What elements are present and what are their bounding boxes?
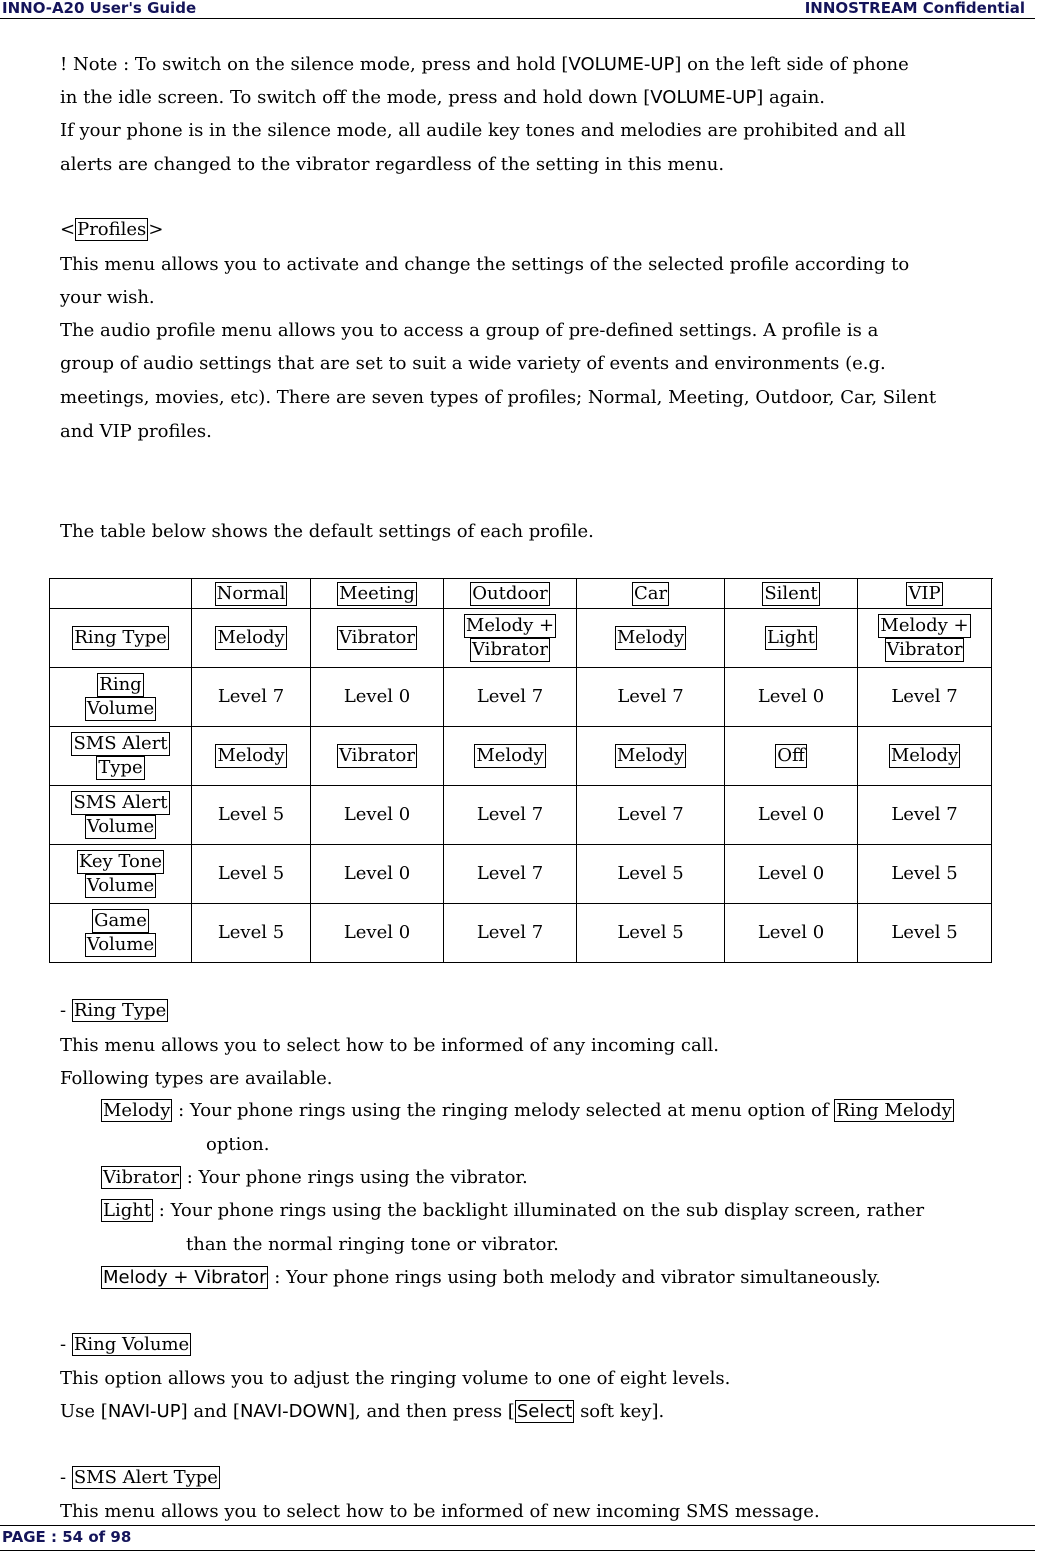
cell-value: Level 5 xyxy=(217,922,285,943)
profiles-link[interactable]: Profiles xyxy=(77,219,147,240)
row-label-cell xyxy=(50,609,192,668)
table-cell xyxy=(577,727,725,786)
row-label-text[interactable]: Volume xyxy=(86,698,155,719)
note-line-4: alerts are changed to the vibrator regardless of the setting in this menu. xyxy=(60,154,725,175)
profiles-para-3: The audio profile menu allows you to access a group of pre-defined settings. A profile is a xyxy=(60,320,879,341)
volume-up-key: VOLUME-UP xyxy=(650,87,757,108)
column-header-link[interactable]: Normal xyxy=(216,582,286,604)
cell-value: Level 5 xyxy=(217,804,285,825)
table-intro: The table below shows the default settings of each profile. xyxy=(60,521,594,542)
sms-alert-type-desc: This menu allows you to select how to be informed of new incoming SMS message. xyxy=(60,1501,820,1522)
cell-value: Level 0 xyxy=(757,804,825,825)
ring-type-link[interactable]: Ring Type xyxy=(73,1000,167,1021)
table-cell xyxy=(577,904,725,963)
ring-volume-link[interactable]: Ring Volume xyxy=(73,1334,190,1355)
cell-value: Level 7 xyxy=(476,922,544,943)
cell-value xyxy=(889,744,960,768)
ring-volume-heading: - Ring Volume xyxy=(60,1334,190,1355)
page-header xyxy=(0,0,1035,19)
table-cell xyxy=(311,786,444,845)
row-label xyxy=(85,673,156,721)
table-cell xyxy=(725,609,858,668)
light-option: Light : Your phone rings using the backlight illuminated on the sub display screen, rather xyxy=(103,1200,925,1221)
page-footer xyxy=(0,1525,1035,1551)
table-cell xyxy=(311,845,444,904)
row-label xyxy=(72,626,169,650)
row-label-cell xyxy=(50,786,192,845)
cell-value-text[interactable]: Light xyxy=(766,627,816,648)
table-cell xyxy=(858,609,992,668)
table-cell xyxy=(858,845,992,904)
cell-value xyxy=(474,744,545,768)
column-header-link[interactable]: Meeting xyxy=(339,582,415,604)
table-cell xyxy=(577,845,725,904)
cell-value: Level 0 xyxy=(757,686,825,707)
cell-value-text[interactable]: Melody xyxy=(616,627,685,648)
table-row xyxy=(50,609,992,668)
row-label-text[interactable]: Type xyxy=(98,757,143,778)
table-cell xyxy=(192,904,311,963)
row-label xyxy=(85,909,156,957)
table-cell xyxy=(311,668,444,727)
table-cell xyxy=(444,609,577,668)
row-label-text[interactable]: Key Tone xyxy=(78,851,163,872)
table-row xyxy=(50,727,992,786)
cell-value-text[interactable]: Melody + xyxy=(880,615,969,636)
profiles-para-1: This menu allows you to activate and change the settings of the selected profile according to xyxy=(60,254,910,275)
light-link[interactable]: Light xyxy=(103,1200,152,1221)
cell-value-text[interactable]: Vibrator xyxy=(339,745,415,766)
melody-option: Melody : Your phone rings using the ringing melody selected at menu option of Ring Melody xyxy=(103,1100,952,1121)
cell-value: Level 7 xyxy=(476,804,544,825)
table-cell xyxy=(311,904,444,963)
cell-value: Level 0 xyxy=(343,863,411,884)
table-cell xyxy=(725,904,858,963)
cell-value-text[interactable]: Vibrator xyxy=(472,639,548,660)
sms-alert-type-link[interactable]: SMS Alert Type xyxy=(73,1467,218,1488)
profile-settings-table xyxy=(49,578,992,963)
cell-value xyxy=(765,626,817,650)
cell-value xyxy=(878,614,970,662)
table-row xyxy=(50,668,992,727)
row-label-text[interactable]: Volume xyxy=(86,934,155,955)
cell-value-text[interactable]: Melody xyxy=(217,627,285,648)
vibrator-link[interactable]: Vibrator xyxy=(103,1167,179,1188)
row-label-cell xyxy=(50,845,192,904)
profiles-para-6: and VIP profiles. xyxy=(60,421,212,442)
ring-volume-desc-1: This option allows you to adjust the ringing volume to one of eight levels. xyxy=(60,1368,731,1389)
table-cell xyxy=(725,727,858,786)
row-label-text[interactable]: Ring Type xyxy=(74,627,167,648)
table-cell xyxy=(192,727,311,786)
row-label xyxy=(77,850,164,898)
note-line-3: If your phone is in the silence mode, all audile key tones and melodies are prohibited and all xyxy=(60,120,906,141)
column-header-link[interactable]: Silent xyxy=(764,582,818,604)
cell-value xyxy=(337,744,417,768)
row-label-text[interactable]: Volume xyxy=(86,816,155,837)
table-cell xyxy=(577,668,725,727)
select-softkey-link[interactable]: Select xyxy=(516,1401,573,1422)
table-cell xyxy=(858,727,992,786)
table-cell xyxy=(444,668,577,727)
row-label-text[interactable]: Ring xyxy=(99,674,142,695)
light-option-cont: than the normal ringing tone or vibrator. xyxy=(186,1234,559,1255)
table-cell xyxy=(311,727,444,786)
table-cell xyxy=(192,786,311,845)
column-header xyxy=(311,579,444,609)
column-header-link[interactable]: Outdoor xyxy=(472,582,548,604)
cell-value-text[interactable]: Melody xyxy=(616,745,685,766)
table-cell xyxy=(577,609,725,668)
row-label-cell xyxy=(50,727,192,786)
cell-value xyxy=(337,626,417,650)
row-label-text[interactable]: SMS Alert xyxy=(73,792,168,813)
column-header xyxy=(577,579,725,609)
table-cell xyxy=(192,609,311,668)
cell-value-text[interactable]: Melody xyxy=(217,745,285,766)
melody-option-cont: option. xyxy=(206,1134,270,1155)
ring-type-desc-2: Following types are available. xyxy=(60,1068,333,1089)
row-label xyxy=(71,732,169,780)
table-cell xyxy=(858,668,992,727)
vibrator-option: Vibrator : Your phone rings using the vibrator. xyxy=(103,1167,528,1188)
cell-value: Level 5 xyxy=(217,863,285,884)
table-cell xyxy=(725,845,858,904)
table-cell xyxy=(192,845,311,904)
row-label-cell xyxy=(50,668,192,727)
page-number: PAGE : 54 of 98 xyxy=(2,1528,132,1546)
cell-value-text[interactable]: Melody xyxy=(476,745,544,766)
table-row xyxy=(50,904,992,963)
cell-value: Level 5 xyxy=(617,922,684,943)
sms-alert-type-heading: - SMS Alert Type xyxy=(60,1467,218,1488)
cell-value-text[interactable]: Vibrator xyxy=(886,639,963,660)
note-line-2: in the idle screen. To switch off the mode, press and hold down [VOLUME-UP] again. xyxy=(60,87,826,108)
column-header-link[interactable]: VIP xyxy=(908,582,941,604)
column-header xyxy=(192,579,311,609)
cell-value xyxy=(464,614,556,662)
header-confidential: INNOSTREAM Confidential xyxy=(804,0,1025,17)
cell-value-text[interactable]: Melody + xyxy=(465,615,555,636)
cell-value-text[interactable]: Melody xyxy=(890,745,959,766)
table-cell xyxy=(858,904,992,963)
cell-value xyxy=(215,744,286,768)
ring-type-heading: - Ring Type xyxy=(60,1000,167,1021)
profiles-para-5: meetings, movies, etc). There are seven types of profiles; Normal, Meeting, Outdoor, Car, Silent xyxy=(60,387,937,408)
table-cell xyxy=(444,904,577,963)
cell-value: Level 0 xyxy=(343,686,411,707)
column-header-link[interactable]: Car xyxy=(633,582,668,604)
navi-down-key: NAVI-DOWN xyxy=(239,1401,348,1422)
table-cell xyxy=(444,845,577,904)
cell-value xyxy=(615,626,686,650)
table-cell xyxy=(444,786,577,845)
cell-value: Level 0 xyxy=(343,922,411,943)
cell-value: Level 0 xyxy=(757,863,825,884)
navi-up-key: NAVI-UP xyxy=(107,1401,181,1422)
column-header xyxy=(858,579,992,609)
header-doc-title: INNO-A20 User's Guide xyxy=(2,0,197,17)
cell-value: Level 7 xyxy=(476,686,544,707)
cell-value: Level 7 xyxy=(891,686,958,707)
table-corner-cell xyxy=(50,579,192,609)
row-label-cell xyxy=(50,904,192,963)
cell-value: Level 5 xyxy=(617,863,684,884)
ring-volume-desc-2: Use [NAVI-UP] and [NAVI-DOWN], and then press [ Select soft key]. xyxy=(60,1401,665,1422)
column-header xyxy=(444,579,577,609)
cell-value: Level 7 xyxy=(476,863,544,884)
table-cell xyxy=(858,786,992,845)
row-label-text[interactable]: Volume xyxy=(86,875,155,896)
table-header-row xyxy=(50,579,992,609)
row-label xyxy=(71,791,169,839)
table-cell xyxy=(577,786,725,845)
profiles-para-4: group of audio settings that are set to suit a wide variety of events and environments (e.g. xyxy=(60,353,886,374)
ring-type-desc-1: This menu allows you to select how to be informed of any incoming call. xyxy=(60,1035,719,1056)
profiles-heading: < Profiles > xyxy=(60,219,164,240)
melody-vibrator-option: Melody + Vibrator : Your phone rings using both melody and vibrator simultaneously. xyxy=(103,1267,881,1288)
cell-value xyxy=(215,626,286,650)
volume-up-key: VOLUME-UP xyxy=(568,54,675,75)
ring-melody-link[interactable]: Ring Melody xyxy=(836,1100,952,1121)
cell-value xyxy=(615,744,686,768)
melody-link[interactable]: Melody xyxy=(103,1100,171,1121)
table-cell xyxy=(192,668,311,727)
row-label-text[interactable]: Game xyxy=(94,910,147,931)
cell-value: Level 7 xyxy=(217,686,285,707)
cell-value: Level 0 xyxy=(343,804,411,825)
row-label-text[interactable]: SMS Alert xyxy=(73,733,168,754)
cell-value: Level 7 xyxy=(617,804,684,825)
cell-value: Level 7 xyxy=(617,686,684,707)
note-line-1: ! Note : To switch on the silence mode, press and hold [VOLUME-UP] on the left side of phone xyxy=(60,54,909,75)
column-header xyxy=(725,579,858,609)
melody-vibrator-link[interactable]: Melody + Vibrator xyxy=(103,1267,267,1288)
table-cell xyxy=(444,727,577,786)
table-cell xyxy=(311,609,444,668)
cell-value: Level 0 xyxy=(757,922,825,943)
cell-value xyxy=(775,744,807,768)
cell-value: Level 5 xyxy=(891,863,958,884)
cell-value-text[interactable]: Vibrator xyxy=(339,627,415,648)
cell-value-text[interactable]: Off xyxy=(777,745,805,766)
table-cell xyxy=(725,786,858,845)
profiles-para-2: your wish. xyxy=(60,287,155,308)
cell-value: Level 7 xyxy=(891,804,958,825)
table-row xyxy=(50,845,992,904)
table-row xyxy=(50,786,992,845)
cell-value: Level 5 xyxy=(891,922,958,943)
table-cell xyxy=(725,668,858,727)
